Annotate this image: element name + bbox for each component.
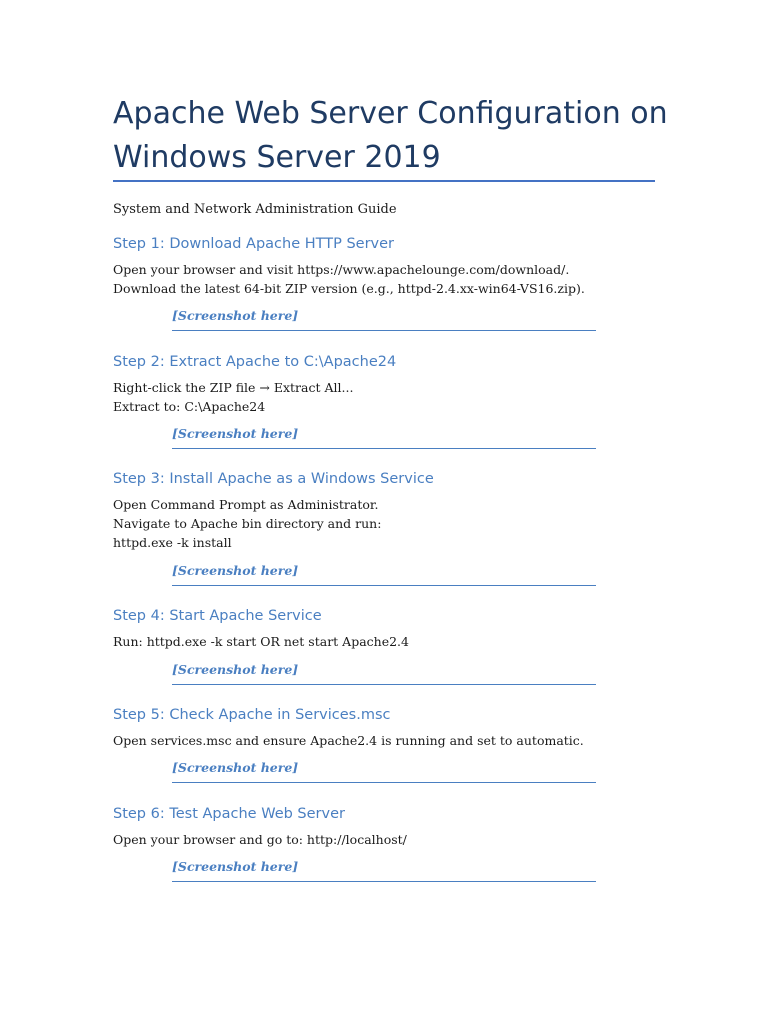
screenshot-placeholder [172, 858, 596, 882]
step-heading: Step 1: Download Apache HTTP Server [113, 236, 394, 252]
step-3 [113, 469, 673, 552]
step-heading: Step 5: Check Apache in Services.msc [113, 707, 391, 723]
step-6 [113, 804, 673, 849]
screenshot-label: [Screenshot here] [172, 859, 299, 874]
screenshot-placeholder [172, 661, 596, 685]
screenshot-label: [Screenshot here] [172, 426, 299, 441]
step-text: Navigate to Apache bin directory and run: [113, 516, 382, 531]
screenshot-rule [172, 684, 596, 685]
screenshot-placeholder [172, 759, 596, 783]
title-divider [113, 180, 655, 182]
screenshot-rule [172, 330, 596, 331]
screenshot-rule [172, 881, 596, 882]
screenshot-placeholder [172, 307, 596, 331]
step-text: Open services.msc and ensure Apache2.4 is running and set to automatic. [113, 733, 584, 748]
step-heading: Step 2: Extract Apache to C:\Apache24 [113, 354, 397, 370]
screenshot-rule [172, 448, 596, 449]
step-heading: Step 4: Start Apache Service [113, 608, 322, 624]
step-2 [113, 352, 673, 416]
step-text: Extract to: C:\Apache24 [113, 399, 266, 414]
step-text: Open your browser and visit https://www.apachelounge.com/download/. [113, 262, 570, 277]
screenshot-rule [172, 782, 596, 783]
screenshot-label: [Screenshot here] [172, 563, 299, 578]
title-line-1: Apache Web Server Configuration on [113, 96, 668, 131]
step-heading: Step 3: Install Apache as a Windows Service [113, 471, 434, 487]
step-text: Open your browser and go to: http://localhost/ [113, 832, 407, 847]
step-4 [113, 606, 673, 651]
title-line-2: Windows Server 2019 [113, 140, 441, 175]
step-text: Right-click the ZIP file → Extract All... [113, 380, 354, 395]
screenshot-placeholder [172, 562, 596, 586]
step-heading: Step 6: Test Apache Web Server [113, 806, 345, 822]
step-text: httpd.exe -k install [113, 535, 232, 550]
step-text: Run: httpd.exe -k start OR net start Apache2.4 [113, 634, 409, 649]
step-text: Download the latest 64-bit ZIP version (e.g., httpd-2.4.xx-win64-VS16.zip). [113, 281, 585, 296]
screenshot-label: [Screenshot here] [172, 662, 299, 677]
document-title [113, 92, 673, 180]
screenshot-placeholder [172, 425, 596, 449]
screenshot-label: [Screenshot here] [172, 760, 299, 775]
step-text: Open Command Prompt as Administrator. [113, 497, 379, 512]
step-1 [113, 234, 673, 298]
screenshot-rule [172, 585, 596, 586]
document-subtitle: System and Network Administration Guide [113, 202, 397, 217]
screenshot-label: [Screenshot here] [172, 308, 299, 323]
step-5 [113, 705, 673, 750]
